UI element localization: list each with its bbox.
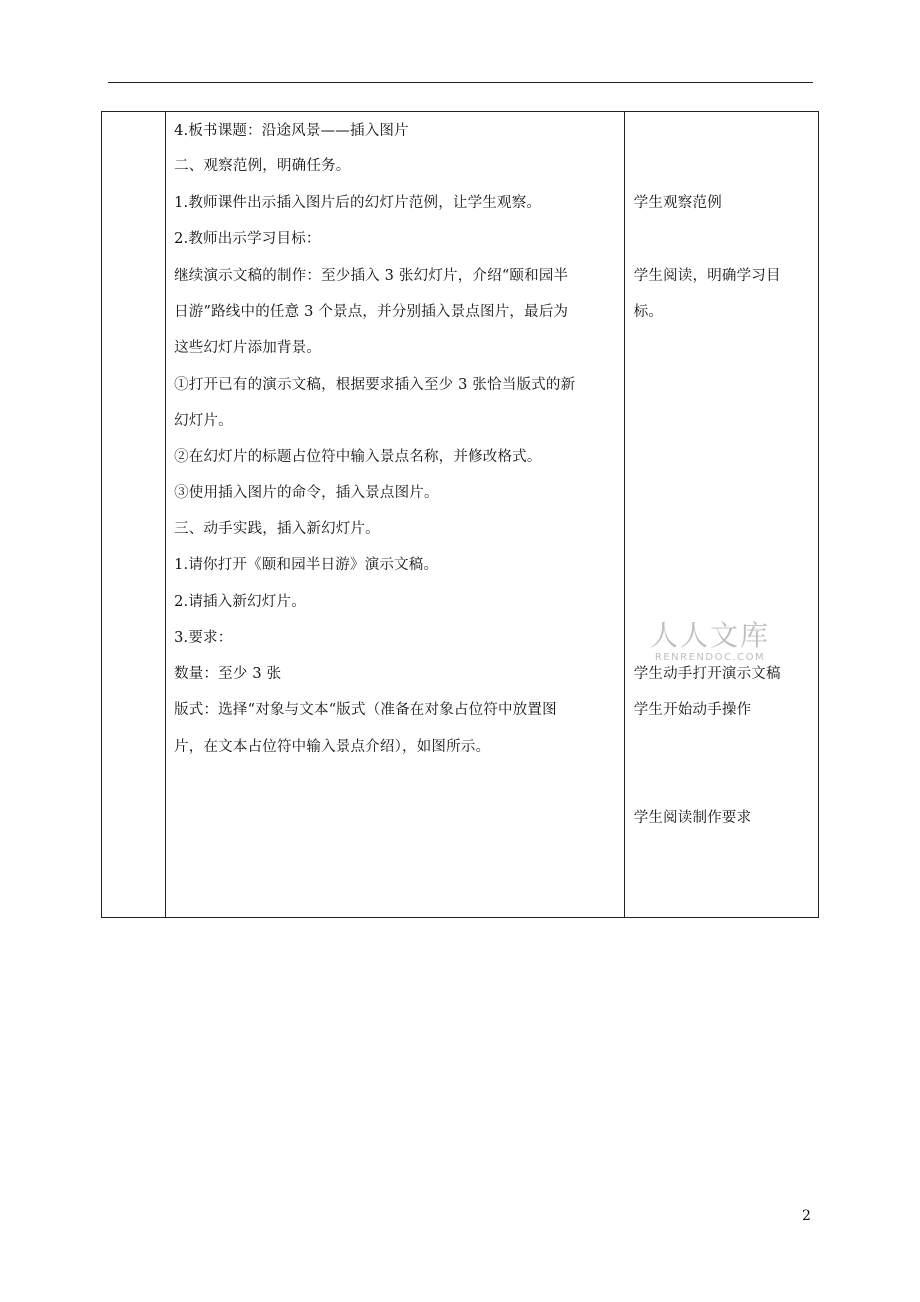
text-line: 3.要求： xyxy=(174,630,233,646)
header-rule xyxy=(108,82,813,83)
watermark-logo-text: 人人文库 xyxy=(649,619,770,652)
text-line: ③使用插入图片的命令，插入景点图片。 xyxy=(174,485,439,501)
text-line: 继续演示文稿的制作：至少插入 3 张幻灯片，介绍“颐和园半 xyxy=(174,268,569,284)
text-line: 幻灯片。 xyxy=(174,413,233,429)
left-cell xyxy=(102,112,166,918)
text-line: 4.板书课题：沿途风景——插入图片 xyxy=(174,123,409,139)
text-line: 三、动手实践，插入新幻灯片。 xyxy=(174,521,380,537)
page-number: 2 xyxy=(802,1208,811,1224)
teaching-process-cell xyxy=(166,112,625,918)
text-line: 片，在文本占位符中输入景点介绍），如图所示。 xyxy=(174,739,491,755)
watermark-url: RENRENDOC.COM xyxy=(654,652,766,663)
text-line: 日游”路线中的任意 3 个景点，并分别插入景点图片，最后为 xyxy=(174,304,569,320)
text-line: 2.教师出示学习目标： xyxy=(174,231,321,247)
text-line: 数量：至少 3 张 xyxy=(174,666,282,682)
text-line: ①打开已有的演示文稿，根据要求插入至少 3 张恰当版式的新 xyxy=(174,377,576,393)
text-line: 2.请插入新幻灯片。 xyxy=(174,594,306,610)
text-line: 1.请你打开《颐和园半日游》演示文稿。 xyxy=(174,557,439,573)
activity-line: 学生开始动手操作 xyxy=(633,702,752,718)
student-activity-cell xyxy=(624,112,818,918)
text-line: 这些幻灯片添加背景。 xyxy=(174,340,322,356)
activity-line: 学生观察范例 xyxy=(633,195,722,211)
text-line: 版式：选择“对象与文本“版式（准备在对象占位符中放置图 xyxy=(174,702,557,718)
lesson-table xyxy=(101,111,819,918)
activity-line: 学生阅读制作要求 xyxy=(633,810,752,826)
text-line: 1.教师课件出示插入图片后的幻灯片范例，让学生观察。 xyxy=(174,195,542,211)
activity-line: 标。 xyxy=(633,304,664,320)
text-line: ②在幻灯片的标题占位符中输入景点名称，并修改格式。 xyxy=(174,449,542,465)
activity-line: 学生动手打开演示文稿 xyxy=(633,666,781,682)
text-line: 二、观察范例，明确任务。 xyxy=(174,158,351,174)
table-row xyxy=(102,112,819,918)
activity-line: 学生阅读，明确学习目 xyxy=(633,268,781,284)
